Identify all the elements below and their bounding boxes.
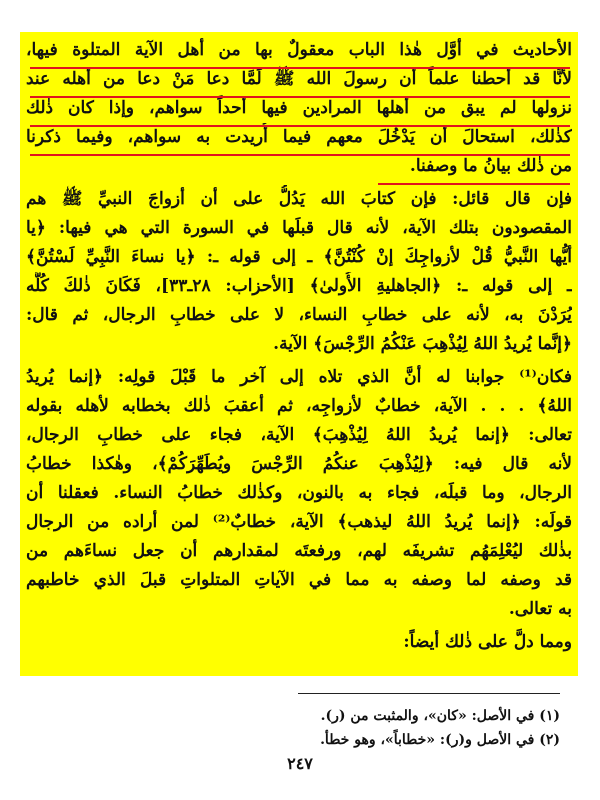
text-line: به تعالى.: [508, 599, 572, 619]
text-line: لأنَّا قد أحطنا علماً أن رسولَ الله ﷺ لَمَّا دعا مَنْ دعا من أهله عند: [26, 69, 572, 89]
text-line: نزولها لم يبق من أهلها المرادين فيها أحداً سواهم، وإذا كان ذٰلك: [26, 98, 572, 118]
main-text: [26, 36, 572, 657]
footnotes: [30, 704, 560, 752]
text-line: اللهُ﴾ . . . الآية، خطابٌ لأزواجِه، ثم أعقبَ ذٰلك بخطابه لأهله بقوله: [26, 396, 572, 416]
red-underline: [30, 96, 570, 98]
text-line: ـ إلى قوله ـ: ﴿الجاهليةِ الأُولىٰ﴾ [الأحزاب: ٢٨ـ٣٣]، فَكَانَ ذٰلكَ كُلُّه: [26, 276, 572, 296]
text-line: فإن قال قائل: فإن كتابَ الله يَدُلُّ على أن أزواجَ النبيِّ ﷺ هم: [26, 189, 572, 209]
text-line: المقصودون بتلك الآية، لأنه قال قبلَها في السورة التي هي فيها: ﴿يا: [26, 218, 572, 238]
text-line: ومما دلَّ على ذٰلك أيضاً:: [403, 632, 572, 652]
text-line: أيُّها النَّبيُّ قُلْ لأزواجِكَ إنْ كُنْتُنَّ﴾ ـ إلى قوله ـ: ﴿يا نساءَ النَّبِيِّ لَسْتُنَّ﴾: [26, 247, 572, 267]
red-underline: [30, 67, 570, 69]
text-line: قد وصفه لما وصفه به مما في الآياتِ المتلواتِ قبلَ الذي خاطبهم: [26, 570, 572, 590]
red-underline: [378, 183, 570, 185]
footnote: (١) في الأصل: «كان»، والمثبت من (ر).: [320, 708, 560, 724]
text-line: تعالى: ﴿إنما يُريدُ اللهُ لِيُذْهِبَ﴾ الآية، فجاء على خطابِ الرجال،: [26, 425, 572, 445]
footnote: (٢) في الأصل و(ر): «خطاباً»، وهو خطأ.: [320, 732, 560, 748]
text-line: قولَه: ﴿إنما يُريدُ اللهُ ليذهب﴾ الآية، خطابٌ⁽²⁾ لمن أراده من الرجال: [26, 512, 572, 532]
text-line: كذٰلك، استحالَ أن يَدْخُلَ معهم فيما أُريدت به سواهم، وفيما ذكرنا: [26, 127, 572, 147]
footnote-separator: [298, 693, 560, 694]
text-line: يُرَدْنَ به، لأنه على خطابِ النساء، لا على خطابِ الرجال، ثم قال:: [26, 305, 572, 325]
text-line: بذٰلك ليُعْلِمَهُم تشريفَه لهم، ورفعتَه لمقدارهم أن جعل نساءَهم من: [26, 541, 572, 561]
red-underline: [30, 154, 570, 156]
text-line: ﴿إنَّما يُريدُ اللهُ لِيُذْهِبَ عَنْكُمُ الرِّجْسَ﴾ الآية.: [273, 334, 572, 354]
page-number: ٢٤٧: [287, 754, 313, 773]
text-line: فكان⁽¹⁾ جوابنا له أنَّ الذي تلاه إلى آخر ما قَبْلَ قولِه: ﴿إنما يُريدُ: [26, 367, 572, 387]
text-line: من ذٰلك بيانُ ما وصفنا.: [409, 156, 572, 176]
text-line: الأحاديث في أوَّل هٰذا الباب معقولٌ بها من أهل الآية المتلوة فيها،: [26, 40, 572, 60]
text-line: لأنه قال فيه: ﴿لِيُذْهِبَ عنكُمُ الرِّجْسَ ويُطَهِّرَكُمْ﴾، وهٰكذا خطابُ: [26, 454, 572, 474]
red-underline: [30, 125, 570, 127]
text-line: الرجال، وما قبلَه، فجاء به بالنون، وكذٰلك خطابُ النساء. فعقلنا أن: [26, 483, 572, 503]
